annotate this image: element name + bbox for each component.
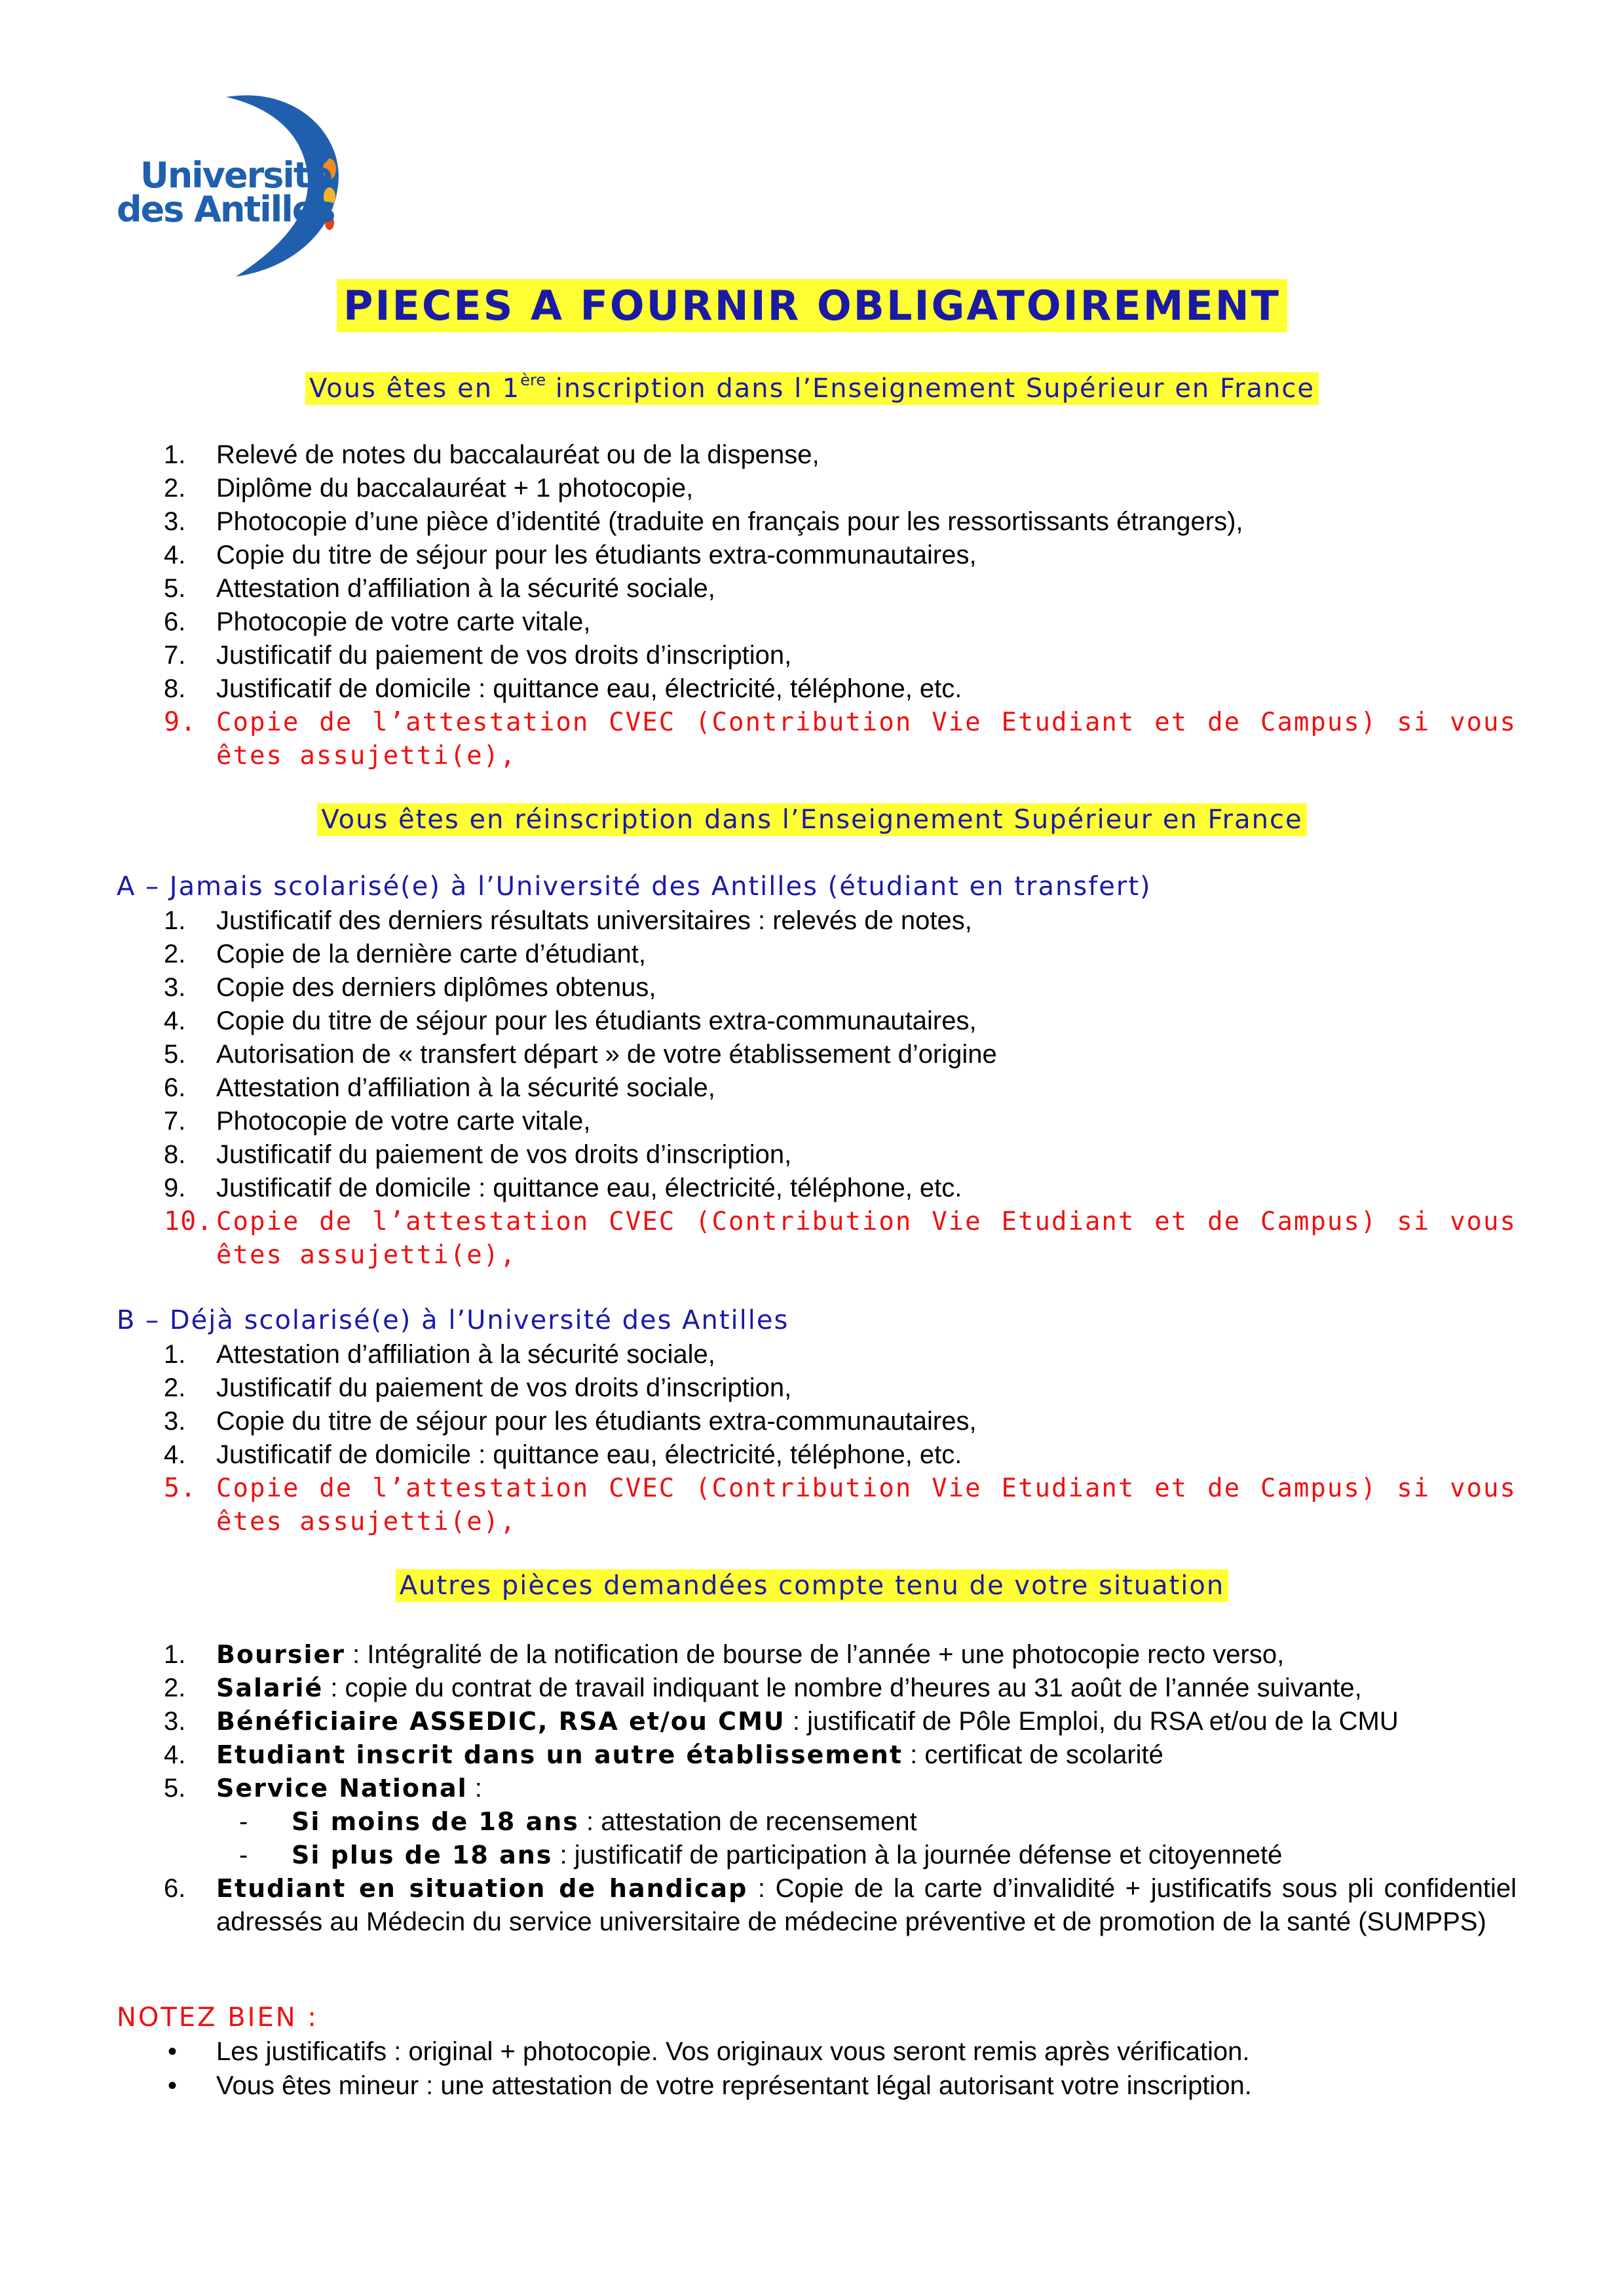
item-detail: : — [467, 1774, 482, 1803]
subsection-a-heading: A – Jamais scolarisé(e) à l’Université des Antilles (étudiant en transfert) — [117, 871, 1152, 902]
list-item-text: Photocopie d’une pièce d’identité (traduite en français pour les ressortissants étrangers), — [216, 507, 1243, 536]
item-detail: : justificatif de Pôle Emploi, du RSA et/ou de la CMU — [785, 1707, 1399, 1736]
bullet-item-text: Les justificatifs : original + photocopie. Vos originaux vous seront remis après vérification. — [216, 2037, 1250, 2066]
subitem-detail: : attestation de recensement — [578, 1807, 917, 1836]
list-item-text: Autorisation de « transfert départ » de votre établissement d’origine — [216, 1040, 997, 1069]
list-item-text: Photocopie de votre carte vitale, — [216, 1107, 591, 1136]
section2-heading-wrap — [0, 805, 1624, 835]
list-item-text: Attestation d’affiliation à la sécurité sociale, — [216, 1340, 715, 1369]
item-bold-label: Etudiant en situation de handicap — [216, 1874, 748, 1903]
section2-heading: Vous êtes en réinscription dans l’Enseignement Supérieur en France — [317, 803, 1306, 836]
subitem-bold-label: Si moins de 18 ans — [292, 1807, 579, 1836]
item-bold-label: Etudiant inscrit dans un autre établissement — [216, 1740, 903, 1769]
page-title-wrap — [0, 282, 1624, 330]
item-detail: : certificat de scolarité — [902, 1740, 1163, 1769]
logo-text-line2: des Antilles — [117, 189, 335, 230]
list-item-text: Justificatif de domicile : quittance eau, électricité, téléphone, etc. — [216, 1174, 962, 1202]
bullet-item-text: Vous êtes mineur : une attestation de votre représentant légal autorisant votre inscription. — [216, 2071, 1252, 2100]
list-item-text: Copie du titre de séjour pour les étudiants extra-communautaires, — [216, 1407, 977, 1436]
item-bold-label: Boursier — [216, 1640, 346, 1669]
list-item-text: Photocopie de votre carte vitale, — [216, 607, 591, 636]
list-item-text: Justificatif de domicile : quittance eau, électricité, téléphone, etc. — [216, 1440, 962, 1469]
section1-heading-post: inscription dans l’Enseignement Supérieur en France — [546, 373, 1315, 404]
item-detail: : Intégralité de la notification de bourse de l’année + une photocopie recto verso, — [345, 1640, 1285, 1669]
university-logo — [111, 92, 354, 282]
section1-heading-sup: ère — [520, 371, 546, 389]
list-item-text: Copie du titre de séjour pour les étudiants extra-communautaires, — [216, 1006, 977, 1035]
bullet-icon: • — [168, 2037, 178, 2066]
list-item-text: Copie du titre de séjour pour les étudiants extra-communautaires, — [216, 541, 977, 569]
logo-text-line1: Université — [140, 155, 332, 196]
list-item-text: Copie des derniers diplômes obtenus, — [216, 973, 656, 1002]
subitem-bold-label: Si plus de 18 ans — [292, 1841, 553, 1869]
list-item-text: Copie de l’attestation CVEC (Contribution Vie Etudiant et de Campus) si vous êtes assujetti(e), — [216, 708, 1517, 771]
list-item-text: Justificatif du paiement de vos droits d’inscription, — [216, 1140, 792, 1169]
item-bold-label: Service National — [216, 1774, 468, 1803]
section1-heading-wrap — [0, 371, 1624, 404]
item-bold-label: Salarié — [216, 1674, 324, 1702]
list-item-text: Justificatif de domicile : quittance eau, électricité, téléphone, etc. — [216, 674, 962, 703]
section1-heading-pre: Vous êtes en 1 — [309, 373, 521, 404]
list-item-text: Copie de l’attestation CVEC (Contribution Vie Etudiant et de Campus) si vous êtes assujetti(e), — [216, 1474, 1517, 1537]
item-detail: : Copie de la carte d’invalidité + justificatifs sous pli confidentiel adressés au Médecin du service universitaire de médecine préventive et de promotion de la santé (SUMPPS) — [216, 1874, 1517, 1936]
list-item-text: Copie de l’attestation CVEC (Contribution Vie Etudiant et de Campus) si vous êtes assujetti(e), — [216, 1207, 1517, 1270]
item-detail: : copie du contrat de travail indiquant le nombre d’heures au 31 août de l’année suivante, — [323, 1674, 1362, 1702]
list-item-text: Diplôme du baccalauréat + 1 photocopie, — [216, 474, 694, 503]
list-item-text: Relevé de notes du baccalauréat ou de la dispense, — [216, 440, 820, 469]
bullet-icon: • — [168, 2071, 178, 2100]
section1-heading — [305, 372, 1319, 405]
list-item-text: Justificatif du paiement de vos droits d’inscription, — [216, 641, 792, 670]
item-bold-label: Bénéficiaire ASSEDIC, RSA et/ou CMU — [216, 1707, 785, 1736]
list-item-text: Attestation d’affiliation à la sécurité sociale, — [216, 574, 715, 603]
notez-bien-heading: NOTEZ BIEN : — [117, 2002, 318, 2033]
subitem-detail: : justificatif de participation à la journée défense et citoyenneté — [552, 1841, 1283, 1869]
list-item-text: Copie de la dernière carte d’étudiant, — [216, 940, 646, 968]
list-item-text: Justificatif des derniers résultats universitaires : relevés de notes, — [216, 906, 972, 935]
subsection-b-heading: B – Déjà scolarisé(e) à l’Université des Antilles — [117, 1305, 789, 1335]
section3-heading: Autres pièces demandées compte tenu de votre situation — [396, 1569, 1228, 1602]
page-title: PIECES A FOURNIR OBLIGATOIREMENT — [337, 279, 1287, 332]
list-item-text: Justificatif du paiement de vos droits d’inscription, — [216, 1373, 792, 1402]
list-item-text: Attestation d’affiliation à la sécurité sociale, — [216, 1073, 715, 1102]
section3-heading-wrap — [0, 1571, 1624, 1601]
